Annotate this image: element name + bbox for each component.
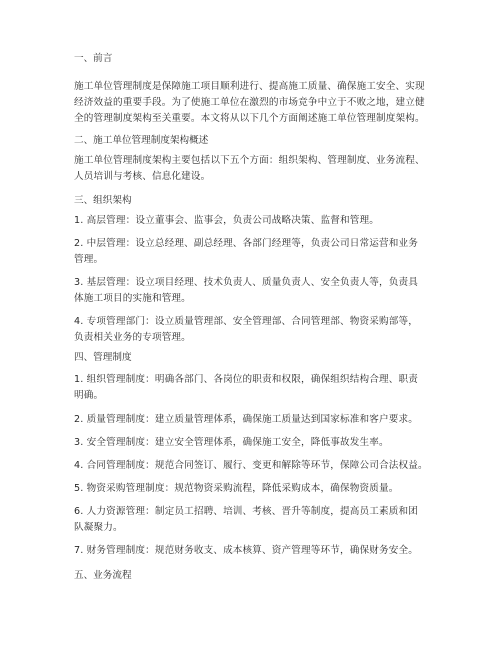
mgmt-item-1 [74,372,434,404]
section-heading-organization: 三、组织架构 [74,195,132,206]
list-item-line: 7. 财务管理制度：规范财务收支、成本核算、资产管理等环节，确保财务安全。 [74,545,418,556]
org-item-1 [74,213,434,229]
list-item-line: 明确。 [74,390,104,401]
section-heading-preface: 一、前言 [74,53,113,64]
list-item-line: 体施工项目的实施和管理。 [74,293,191,304]
mgmt-item-3 [74,435,434,451]
list-item-line: 4. 合同管理制度：规范合同签订、履行、变更和解除等环节，保障公司合法权益。 [74,460,428,471]
list-item-line: 3. 基层管理：设立项目经理、技术负责人、质量负责人、安全负责人等，负责具 [74,277,418,288]
list-item-line: 5. 物资采购管理制度：规范物资采购流程，降低采购成本，确保物资质量。 [74,483,399,494]
org-item-2 [74,236,434,268]
list-item-line: 队凝聚力。 [74,522,123,533]
paragraph-line: 人员培训与考核、信息化建设。 [74,171,211,182]
paragraph-line: 经济效益的重要手段。为了使施工单位在激烈的市场竞争中立于不败之地，建立健 [74,97,425,108]
list-item-line: 1. 组织管理制度：明确各部门、各岗位的职责和权限，确保组织结构合理、职责 [74,374,418,385]
paragraph-line: 施工单位管理制度是保障施工项目顺利进行、提高施工质量、确保施工安全、实现 [74,81,425,92]
list-item-line: 2. 中层管理：设立总经理、副总经理、各部门经理等，负责公司日常运营和业务 [74,238,418,249]
list-item-line: 2. 质量管理制度：建立质量管理体系，确保施工质量达到国家标准和客户要求。 [74,414,418,425]
mgmt-item-6 [74,504,434,536]
list-item-line: 1. 高层管理：设立董事会、监事会，负责公司战略决策、监督和管理。 [74,215,379,226]
org-item-3 [74,275,434,307]
section-heading-workflow: 五、业务流程 [74,570,132,581]
mgmt-item-2 [74,412,434,428]
section-heading-overview: 二、施工单位管理制度架构概述 [74,135,209,146]
list-item-line: 管理。 [74,254,104,265]
paragraph-line: 全的管理制度架构至关重要。本文将从以下几个方面阐述施工单位管理制度架构。 [74,113,425,124]
overview-paragraph [74,153,434,185]
org-item-4 [74,314,434,346]
list-item-line: 3. 安全管理制度：建立安全管理体系，确保施工安全，降低事故发生率。 [74,437,389,448]
list-item-line: 4. 专项管理部门：设立质量管理部、安全管理部、合同管理部、物资采购部等， [74,316,418,327]
list-item-line: 负责相关业务的专项管理。 [74,332,191,343]
mgmt-item-5 [74,481,434,497]
mgmt-item-4 [74,458,434,474]
mgmt-item-7 [74,543,434,559]
paragraph-line: 施工单位管理制度架构主要包括以下五个方面：组织架构、管理制度、业务流程、 [74,155,425,166]
list-item-line: 6. 人力资源管理：制定员工招聘、培训、考核、晋升等制度，提高员工素质和团 [74,506,418,517]
section-heading-management: 四、管理制度 [74,352,132,363]
preface-paragraph [74,79,434,127]
